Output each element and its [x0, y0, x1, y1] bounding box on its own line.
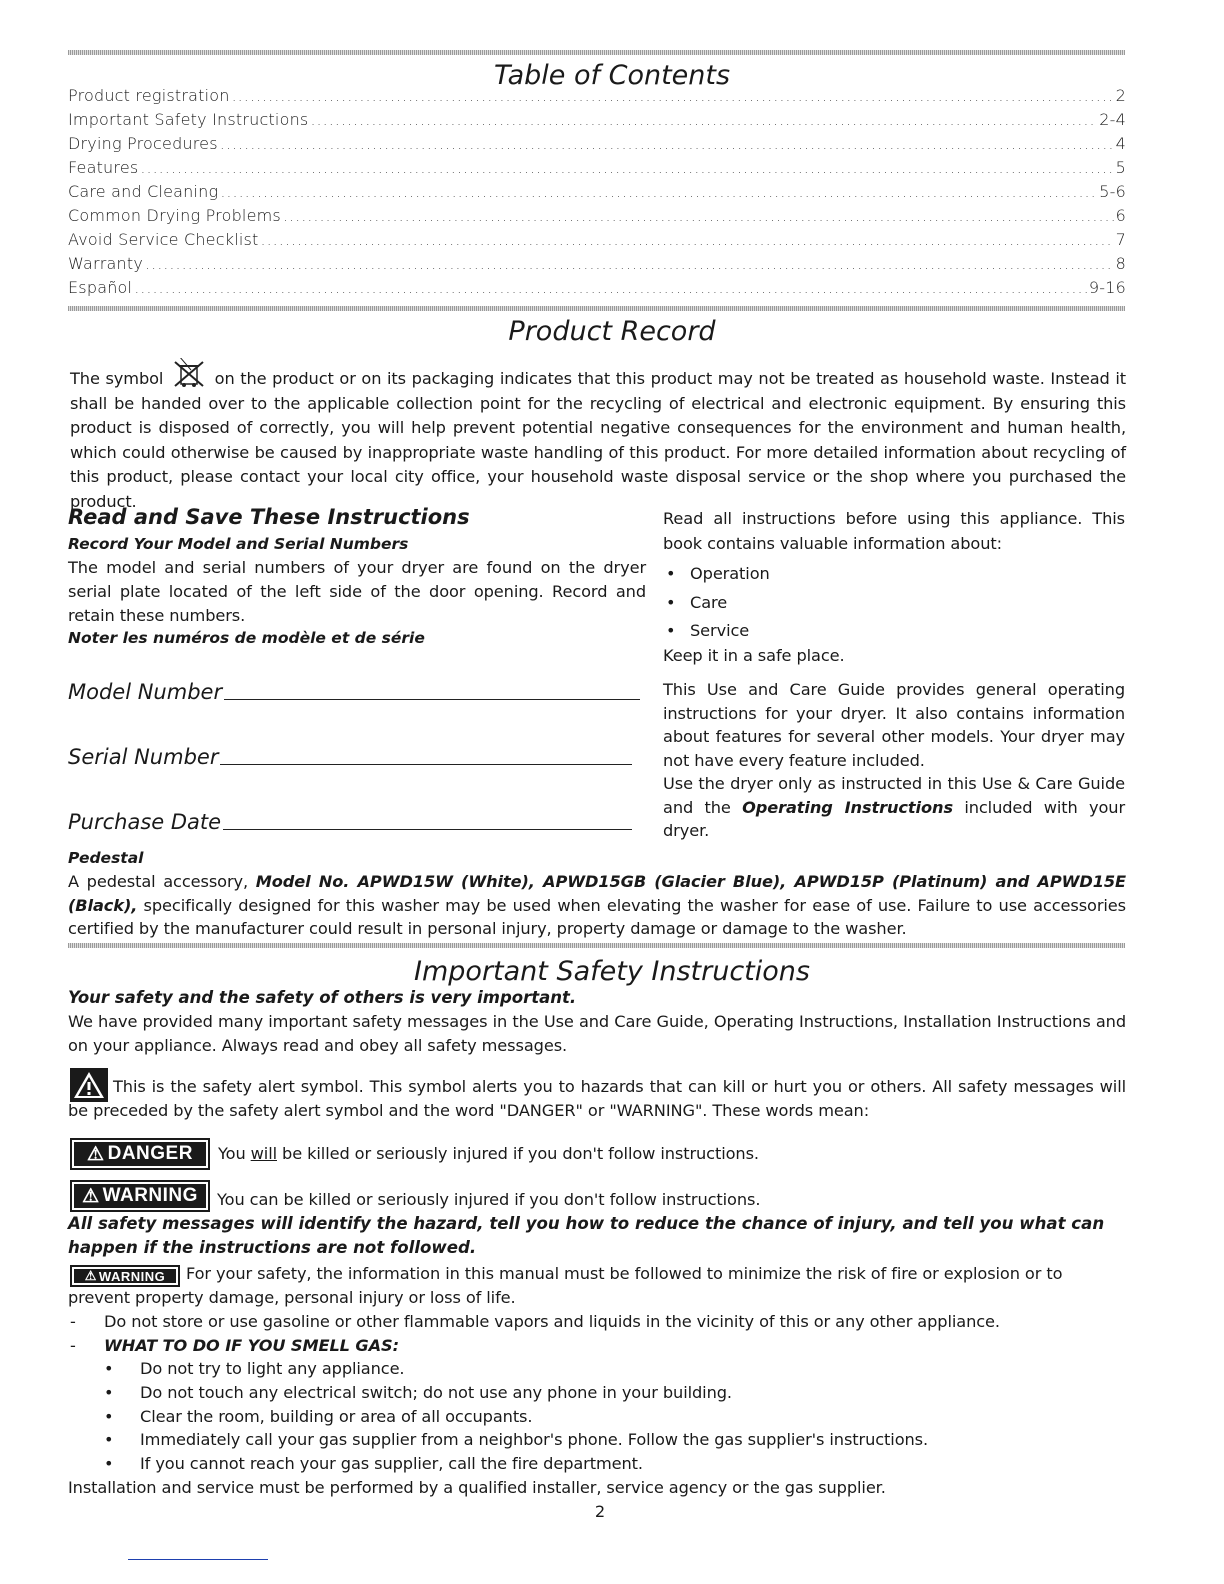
gas-step-item [104, 1357, 1104, 1381]
serial-number-field [68, 745, 632, 769]
noter-heading: Noter les numéros de modèle et de série [68, 629, 425, 647]
dash-marker: - [70, 1312, 76, 1331]
purchase-date-label: Purchase Date [68, 810, 222, 834]
toc-leader-dots [220, 134, 1114, 153]
topic-item [666, 560, 966, 589]
toc-leader-dots [134, 278, 1087, 297]
record-numbers-text: The model and serial numbers of your dryer are found on the dryer serial plate located of the left side of the door opening. Record and retain these numbers. [68, 558, 646, 625]
bullet-dot: • [104, 1359, 114, 1378]
dash-item-1 [70, 1310, 1000, 1334]
toc-leader-dots [220, 182, 1097, 201]
toc-entry[interactable] [68, 86, 1126, 110]
topic-item [666, 589, 966, 618]
serial-number-label: Serial Number [68, 745, 219, 769]
warning-text: You can be killed or seriously injured if you don't follow instructions. [217, 1190, 761, 1209]
toc-entry-page: 4 [1115, 134, 1126, 153]
warning-badge [70, 1180, 210, 1212]
bullet-dot: • [104, 1382, 114, 1402]
gas-step-text: Do not try to light any appliance. [140, 1359, 405, 1378]
topic-item-label: Care [690, 592, 728, 612]
smell-gas-heading: WHAT TO DO IF YOU SMELL GAS: [104, 1336, 399, 1355]
pedestal-text [68, 870, 1126, 941]
operating-instructions-ref: Operating Instructions [742, 797, 953, 817]
bullet-dot: • [104, 1406, 114, 1426]
purchase-date-line [223, 829, 632, 830]
topic-item-label: Service [690, 621, 750, 640]
danger-will: will [250, 1144, 277, 1163]
use-dryer-after: included with your dryer. [663, 797, 1126, 840]
warning-row [70, 1180, 760, 1212]
model-number-line [224, 699, 640, 700]
danger-badge [70, 1138, 210, 1170]
top-divider [68, 50, 1125, 55]
weee-text-after: on the product or on its packaging indicates that this product may not be treated as household waste. Instead it shall be handed over to the applicable collection point for the recycling of electrical and electronic equipment. By ensuring this product is disposed of correctly, you will help prevent potential negative consequences for the environment and human health, which could otherwise be caused by inappropriate waste handling of this product. For more detailed information about recycling of this product, please contact your local city office, your household waste disposal service or the shop where you purchased the product. [70, 369, 1126, 511]
gas-step-text: Do not touch any electrical switch; do not use any phone in your building. [140, 1382, 732, 1402]
bullet-dot: • [666, 592, 676, 612]
toc-entry[interactable] [68, 182, 1126, 206]
guide-text: This Use and Care Guide provides general operating instructions for your dryer. It also contains information about features for several other models. Your dryer may not have every feature included. [663, 680, 1125, 770]
topics-list [666, 560, 966, 646]
safety-title: Important Safety Instructions [414, 956, 810, 987]
toc-entry[interactable] [68, 110, 1126, 134]
model-number-label: Model Number [68, 680, 223, 704]
gas-step-item [104, 1381, 1104, 1405]
toc-entry[interactable] [68, 134, 1126, 158]
alert-symbol-text: This is the safety alert symbol. This symbol alerts you to hazards that can kill or hurt you or others. All safety messages will be preceded by the safety alert symbol and the word "DANGER" or "WARNING". These words mean: [68, 1077, 1126, 1120]
all-messages-text: All safety messages will identify the hazard, tell you how to reduce the chance of injury, and tell you what can happen if the instructions are not followed. [68, 1214, 1105, 1257]
toc-entry[interactable] [68, 254, 1126, 278]
toc-entry[interactable] [68, 206, 1126, 230]
gas-step-text: Immediately call your gas supplier from a neighbor's phone. Follow the gas supplier's instructions. [140, 1430, 929, 1450]
toc-entry-title: Warranty [68, 254, 144, 273]
danger-text [218, 1142, 759, 1166]
toc-entry-page: 5 [1115, 158, 1126, 177]
topic-item-label: Operation [690, 564, 770, 583]
gas-steps-list [104, 1357, 1104, 1476]
weee-paragraph [70, 358, 1126, 514]
bullet-dot: • [104, 1430, 114, 1450]
toc-leader-dots [310, 110, 1097, 129]
keep-safe-text: Keep it in a safe place. [663, 646, 845, 665]
bullet-dot: • [104, 1454, 114, 1474]
page-number: 2 [594, 1502, 606, 1521]
danger-after: be killed or seriously injured if you don't follow instructions. [277, 1144, 759, 1163]
use-dryer-text [663, 772, 1125, 843]
toc-entry-title: Features [68, 158, 139, 177]
toc-entry-title: Product registration [68, 86, 230, 105]
toc-leader-dots [140, 158, 1113, 177]
product-record-title: Product Record [508, 316, 716, 347]
toc-entry-page: 2 [1115, 86, 1126, 105]
pedestal-before: A pedestal accessory, [68, 872, 256, 891]
safety-intro: We have provided many important safety messages in the Use and Care Guide, Operating Instructions, Installation Instructions and on your appliance. Always read and obey all safety messages. [68, 1012, 1126, 1055]
use-dryer-before: Use the dryer only as instructed in this Use & Care Guide and the [663, 774, 1125, 817]
safety-subtitle: Your safety and the safety of others is very important. [68, 988, 577, 1007]
toc-entry-title: Important Safety Instructions [68, 110, 309, 129]
bullet-dot: • [666, 564, 676, 583]
toc-entry-page: 8 [1115, 254, 1126, 273]
read-instructions-text: Read all instructions before using this appliance. This book contains valuable information about: [663, 509, 1125, 553]
purchase-date-field [68, 810, 632, 834]
toc-title: Table of Contents [493, 60, 731, 91]
weee-bin-icon [169, 358, 209, 384]
dash-marker: - [70, 1336, 76, 1355]
gas-step-item [104, 1452, 1104, 1476]
danger-alert-icon: ⚠ [87, 1143, 105, 1165]
toc-leader-dots [261, 230, 1114, 249]
gas-step-item [104, 1428, 1104, 1452]
danger-row [70, 1138, 759, 1170]
warning-alert-icon: ⚠ [82, 1185, 100, 1207]
bullet-dot: • [666, 621, 676, 640]
toc-entry-title: Common Drying Problems [68, 206, 281, 225]
toc-entry-title: Español [68, 278, 133, 297]
gas-step-text: If you cannot reach your gas supplier, call the fire department. [140, 1454, 643, 1474]
footer-rule [128, 1559, 268, 1560]
record-numbers-heading: Record Your Model and Serial Numbers [68, 535, 409, 553]
weee-text-before: The symbol [70, 369, 164, 388]
dash-item-1-text: Do not store or use gasoline or other flammable vapors and liquids in the vicinity of this or any other appliance. [104, 1312, 1000, 1331]
install-text: Installation and service must be performed by a qualified installer, service agency or the gas supplier. [68, 1478, 886, 1497]
toc-entry-title: Care and Cleaning [68, 182, 219, 201]
danger-before: You [218, 1144, 251, 1163]
read-save-heading: Read and Save These Instructions [68, 505, 470, 529]
toc-divider [68, 306, 1125, 311]
model-number-field [68, 680, 640, 704]
safety-divider [68, 943, 1125, 948]
pedestal-models: Model No. APWD15W (White), APWD15GB (Glacier Blue), APWD15P (Platinum) and APWD15E (Black), [68, 872, 1126, 915]
dash-item-2 [70, 1334, 399, 1358]
warning-badge-label: WARNING [102, 1185, 198, 1206]
toc-entry-title: Drying Procedures [68, 134, 218, 153]
pedestal-after: specifically designed for this washer may be used when elevating the washer for ease of use. Failure to use accessories certified by the manufacturer could result in personal injury, property damage or damage to the washer. [68, 895, 1126, 938]
toc-leader-dots [145, 254, 1114, 273]
serial-number-line [220, 764, 632, 765]
toc-entry-page: 5-6 [1099, 182, 1126, 201]
danger-badge-label: DANGER [107, 1143, 193, 1164]
toc-list [68, 86, 1126, 302]
topic-item [666, 617, 966, 646]
pedestal-heading: Pedestal [68, 849, 144, 867]
warning2-text: For your safety, the information in this manual must be followed to minimize the risk of fire or explosion or to prevent property damage, personal injury or loss of life. [68, 1264, 1063, 1307]
toc-leader-dots [283, 206, 1114, 225]
toc-entry-page: 7 [1115, 230, 1126, 249]
gas-step-text: Clear the room, building or area of all occupants. [140, 1406, 533, 1426]
toc-entry[interactable] [68, 158, 1126, 182]
toc-entry-title: Avoid Service Checklist [68, 230, 259, 249]
gas-step-item [104, 1405, 1104, 1429]
toc-leader-dots [232, 86, 1114, 105]
toc-entry-page: 6 [1115, 206, 1126, 225]
warning2-badge-label: WARNING [98, 1268, 166, 1284]
toc-entry[interactable] [68, 230, 1126, 254]
toc-entry[interactable] [68, 278, 1126, 302]
toc-entry-page: 2-4 [1099, 110, 1126, 129]
toc-entry-page: 9-16 [1088, 278, 1126, 297]
warning2-alert-icon: ⚠ [84, 1268, 97, 1283]
